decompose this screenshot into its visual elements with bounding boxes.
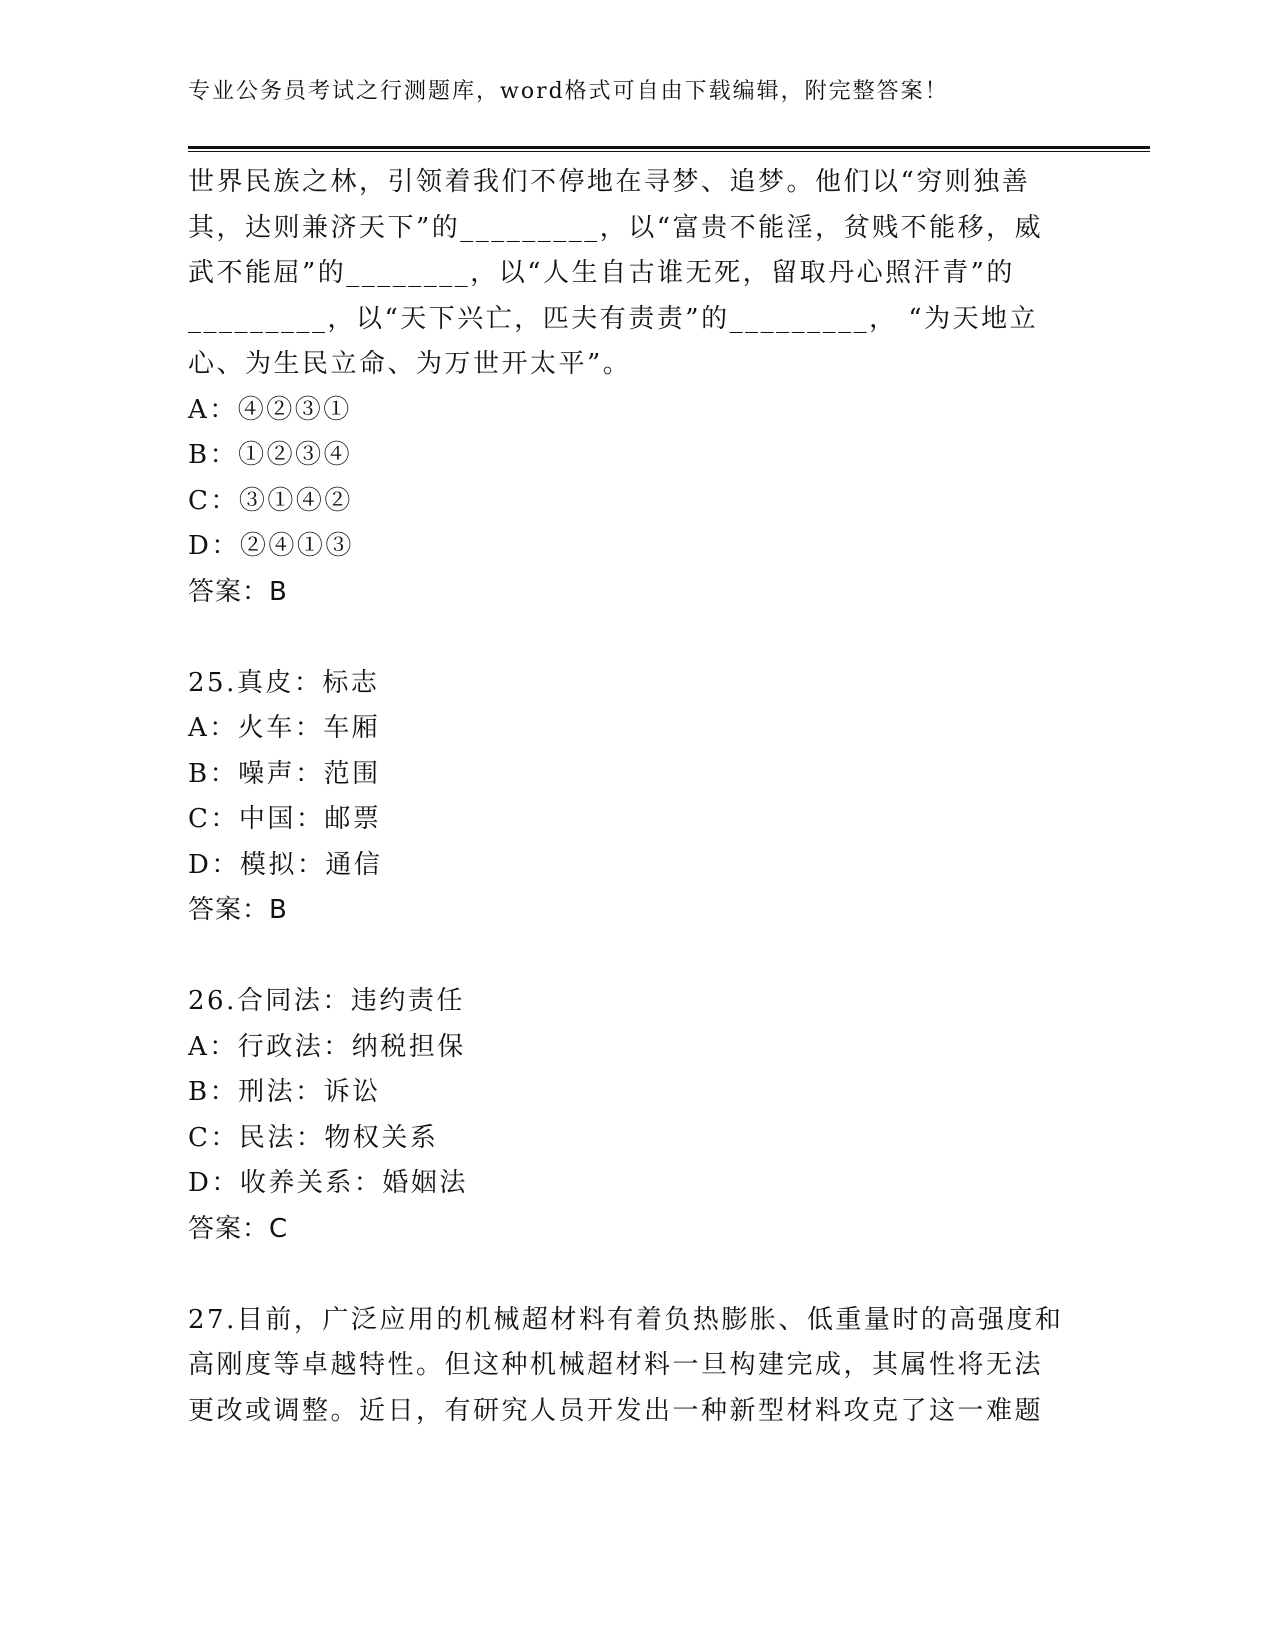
question-27 [188,1298,1088,1435]
answer: 答案：C [188,1213,289,1244]
question-stem: 25.真皮：标志 [188,667,380,698]
question-stem-line: 27.目前，广泛应用的机械超材料有着负热膨胀、低重量时的高强度和 [188,1304,1064,1335]
passage-line: 心、为生民立命、为万世开太平”。 [188,349,632,379]
answer: 答案：B [188,895,288,925]
option-d: D：②④①③ [188,531,354,561]
option-c: C：中国：邮票 [188,804,382,834]
question-24-continuation [188,160,1088,615]
option-b: B：噪声：范围 [188,758,381,789]
question-26 [188,979,1088,1252]
question-stem-line: 高刚度等卓越特性。但这种机械超材料一旦构建完成，其属性将无法 [188,1350,1044,1380]
page-header: 专业公务员考试之行测题库，word格式可自由下载编辑，附完整答案！ [188,79,949,104]
question-stem-line: 更改或调整。近日，有研究人员开发出一种新型材料攻克了这一难题 [188,1395,1044,1426]
header-rule-thick [188,146,1150,149]
passage-line: 世界民族之林，引领着我们不停地在寻梦、追梦。他们以“穷则独善 [188,167,1031,197]
option-b: B：①②③④ [188,440,353,470]
passage-line: 武不能屈”的________，以“人生自古谁无死，留取丹心照汗青”的 [188,258,1015,288]
header-rule-thin [188,151,1150,152]
spacer [188,1252,1088,1298]
passage-line: 其，达则兼济天下”的_________，以“富贵不能淫，贫贱不能移，威 [188,212,1044,243]
document-body [188,160,1088,1434]
option-d: D：模拟：通信 [188,849,383,880]
spacer [188,615,1088,661]
answer: 答案：B [188,576,288,607]
option-a: A：行政法：纳税担保 [188,1031,466,1062]
passage-line: _________，以“天下兴亡，匹夫有责责”的_________， “为天地立 [188,303,1039,334]
question-stem: 26.合同法：违约责任 [188,986,465,1016]
option-a: A：火车：车厢 [188,713,381,743]
option-d: D：收养关系：婚姻法 [188,1168,468,1198]
option-b: B：刑法：诉讼 [188,1077,381,1107]
spacer [188,934,1088,980]
option-a: A：④②③① [188,394,352,425]
option-c: C：③①④② [188,485,353,516]
option-c: C：民法：物权关系 [188,1122,439,1153]
question-25 [188,661,1088,934]
